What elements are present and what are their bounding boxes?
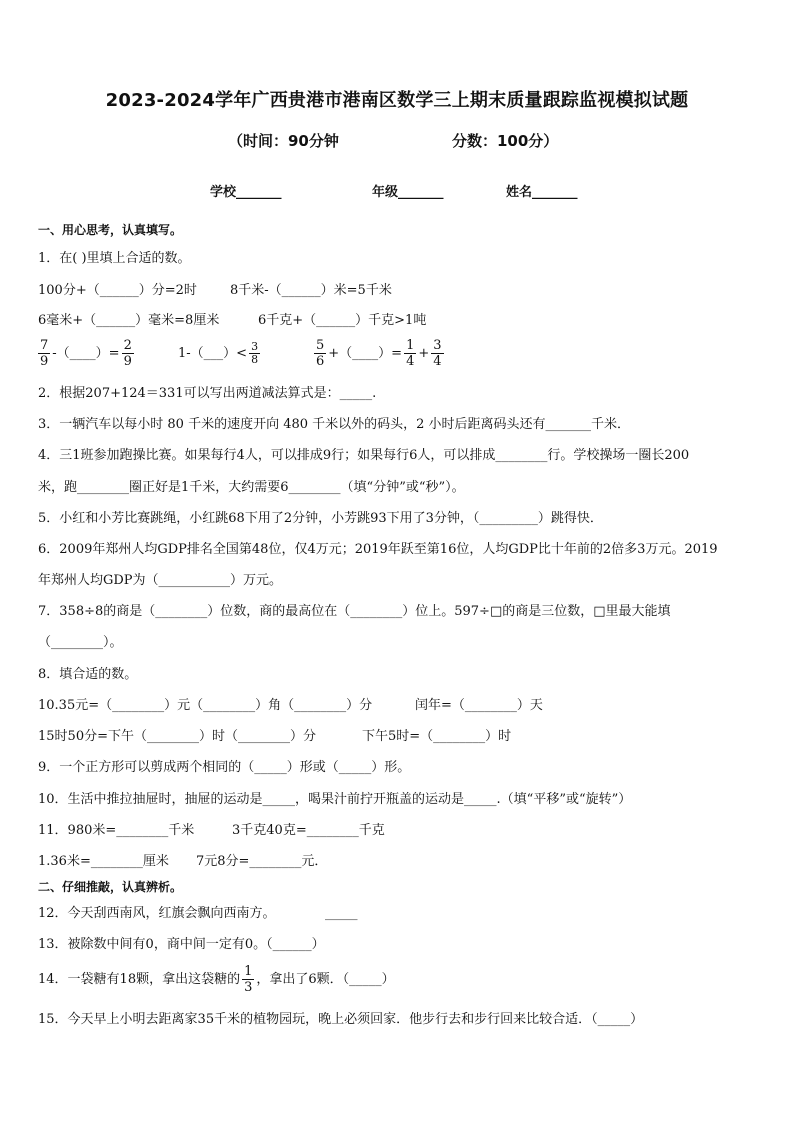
question-1d: 6千克+（______）千克>1吨 [258,313,427,328]
question-8d: 下午5时=（________）时 [362,729,512,744]
question-9: 9．一个正方形可以剪成两个相同的（_____）形或（_____）形。 [38,760,411,775]
question-14: 14．一袋糖有18颗，拿出这袋糖的 $\frac{1}{3}$ ，拿出了6颗．（_____） [38,964,395,995]
fraction: $\frac{1}{3}$ [244,964,253,995]
section-1-heading: 一、用心思考，认真填写。 [38,223,183,237]
question-1e-part2: 1-（___）< $\frac{3}{8}$ [178,340,259,366]
question-11d: 7元8分=________元． [196,854,328,869]
fraction: $\frac{1}{4}$ [406,338,415,369]
grade-field: 年级_______ [372,185,444,200]
fraction: $\frac{2}{9}$ [123,338,132,369]
school-field: 学校_______ [210,185,282,200]
name-field: 姓名_______ [506,185,578,200]
question-8c: 15时50分=下午（________）时（________）分 [38,729,316,744]
question-11a: 11．980米=________千米 [38,823,195,838]
question-1e-part1: $\frac{7}{9}$ -（____）= $\frac{2}{9}$ [40,338,132,369]
question-1c: 6毫米+（______）毫米=8厘米 [38,313,220,328]
section-2-heading: 二、仔细推敲，认真辨析。 [38,880,183,894]
question-8a: 10.35元=（________）元（________）角（________）分 [38,698,373,713]
question-6-line1: 6．2009年郑州人均GDP排名全国第48位，仅4万元；2019年跃至第16位，人均GDP比十年前的2倍多3万元。2019 [38,542,718,557]
question-8: 8．填合适的数。 [38,667,138,682]
question-4-line2: 米，跑________圈正好是1千米，大约需要6________（填“分钟”或“秒”）。 [38,480,465,495]
question-5: 5．小红和小芳比赛跳绳，小红跳68下用了2分钟，小芳跳93下用了3分钟，（_________）跳得快． [38,511,603,526]
fraction: $\frac{3}{4}$ [433,338,442,369]
question-3: 3．一辆汽车以每小时 80 千米的速度开向 480 千米以外的码头，2 小时后距离码头还有_______千米． [38,417,631,432]
total-score: 分数：100分） [452,132,559,150]
question-11c: 1.36米=________厘米 [38,854,169,869]
fraction: $\frac{7}{9}$ [40,338,49,369]
question-2: 2．根据207+124＝331可以写出两道减法算式是：_____. [38,386,377,401]
exam-title: 2023-2024学年广西贵港市港南区数学三上期末质量跟踪监视模拟试题 [105,90,689,111]
question-7-line1: 7．358÷8的商是（________）位数，商的最高位在（________）位上。597÷□的商是三位数，□里最大能填 [38,604,671,619]
question-6-line2: 年郑州人均GDP为（___________）万元。 [38,573,283,588]
time-limit: （时间：90分钟 [228,132,339,150]
question-15: 15．今天早上小明去距离家35千米的植物园玩，晚上必须回家．他步行去和步行回来比较合适．（_____） [38,1012,644,1027]
question-1a: 100分+（______）分=2时 [38,283,197,298]
question-12: 12．今天刮西南风，红旗会飘向西南方。 [38,906,276,921]
question-11b: 3千克40克=________千克 [232,823,385,838]
question-7-line2: （________）。 [38,635,123,650]
question-1b: 8千米-（______）米=5千米 [230,283,392,298]
fraction: $\frac{5}{6}$ [316,338,325,369]
question-1e-part3: $\frac{5}{6}$ +（____）= $\frac{1}{4}$ + $\frac{3}{4}$ [316,338,442,369]
question-4-line1: 4．三1班参加跑操比赛。如果每行4人，可以排成9行；如果每行6人，可以排成________行。学校操场一圈长200 [38,448,690,463]
question-12-blank: _____ [325,906,358,921]
fraction: $\frac{3}{8}$ [251,340,259,366]
question-13: 13．被除数中间有0，商中间一定有0。（______） [38,937,325,952]
question-8b: 闰年=（________）天 [415,698,543,713]
question-1: 1．在( )里填上合适的数。 [38,251,191,266]
question-10: 10．生活中推拉抽屉时，抽屉的运动是_____，喝果汁前拧开瓶盖的运动是_____.（填“平移”或“旋转”） [38,792,632,807]
